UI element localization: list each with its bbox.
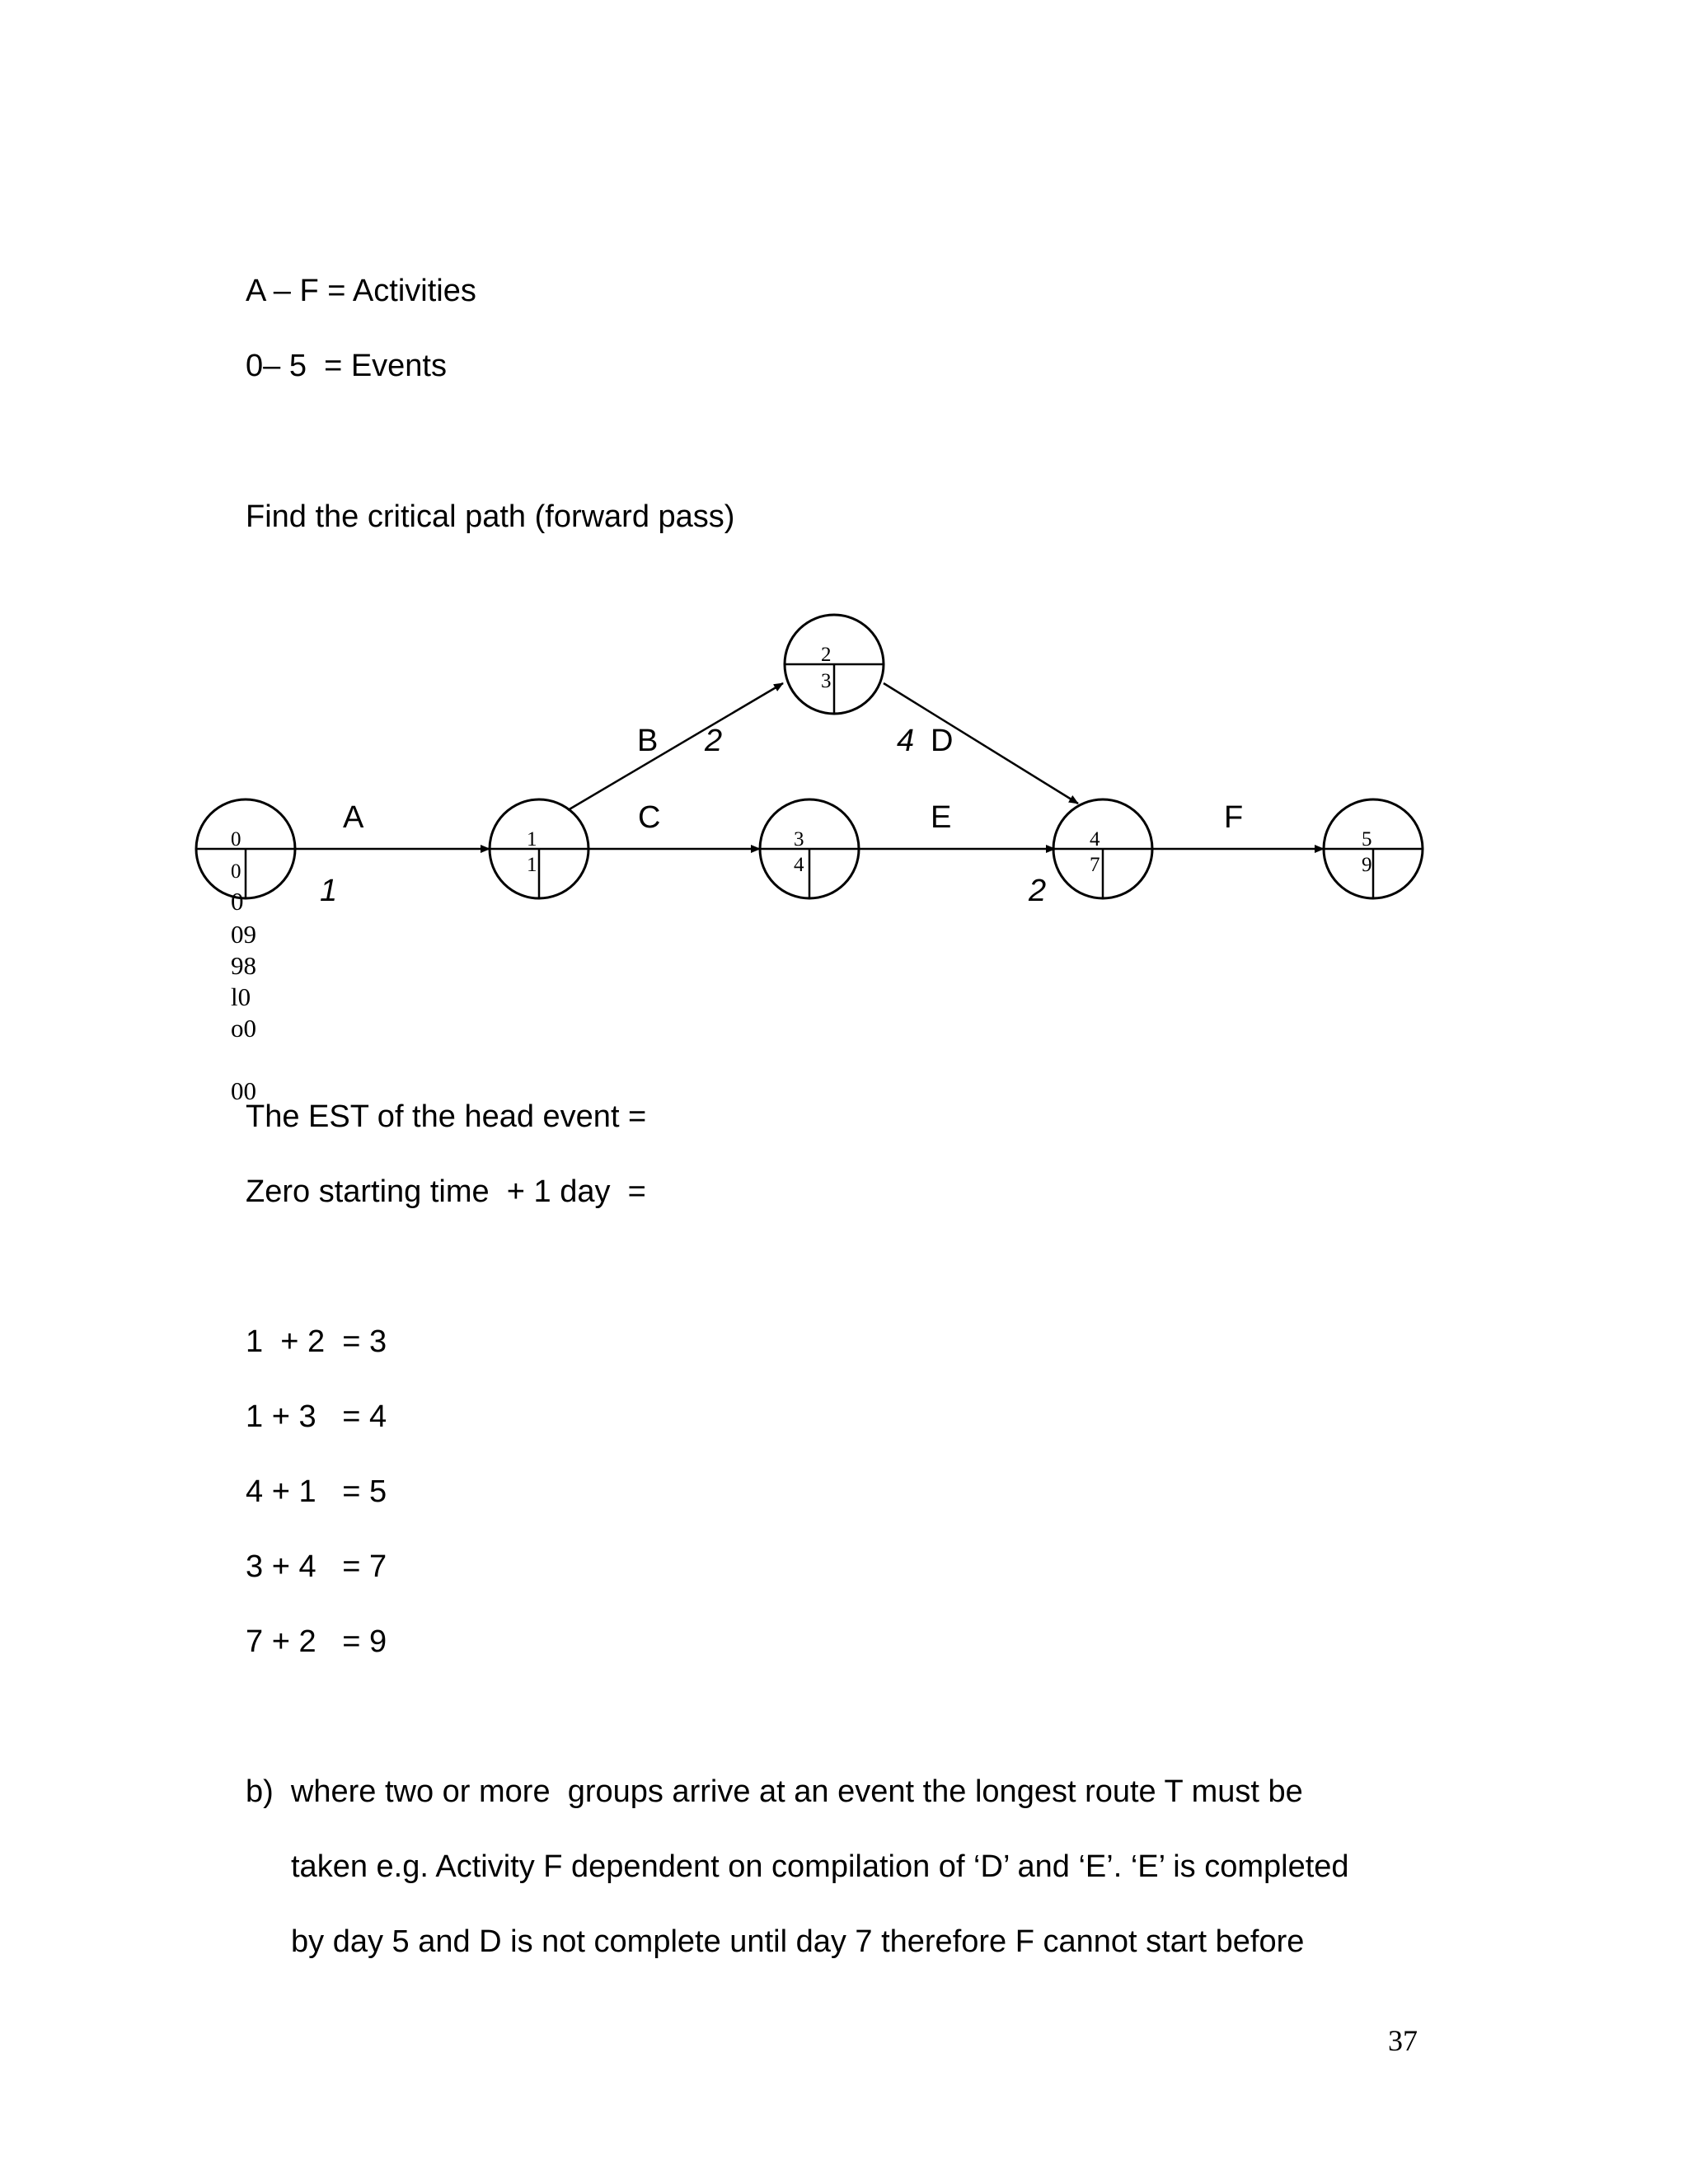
est-line-1: The EST of the head event = [246,1099,647,1134]
event-node-2 [785,615,884,714]
stray-mark: 00 [231,1076,256,1105]
event-node-5 [1324,799,1423,898]
event-2-top: 2 [821,644,832,666]
note-line-3: by day 5 and D is not complete until day 7 therefore F cannot start before [291,1924,1305,1959]
activity-a-label: A [343,800,364,835]
event-3-bottom: 4 [794,854,804,876]
event-1-top: 1 [527,828,537,851]
activity-e-label: E [931,800,952,835]
sum-line: 1 + 3 = 4 [246,1399,387,1434]
event-4-bottom: 7 [1090,854,1100,876]
legend-events: 0– 5 = Events [246,349,447,383]
sum-line: 7 + 2 = 9 [246,1624,387,1659]
instruction-heading: Find the critical path (forward pass) [246,499,735,534]
event-2-bottom: 3 [821,670,832,692]
activity-e-duration: 2 [1029,874,1047,908]
stray-mark: 09 [231,920,256,949]
activity-b-arrow [568,683,783,810]
event-1-bottom: 1 [527,854,537,876]
activity-d-duration: 4 [897,724,915,758]
page-number: 37 [1388,2024,1418,2057]
activity-b-duration: 2 [705,724,723,758]
event-4-top: 4 [1090,828,1100,851]
event-0-bottom: 0 [231,860,241,883]
event-3-top: 3 [794,828,804,851]
stray-mark: l0 [231,982,251,1011]
activity-network-diagram [0,0,1688,948]
activity-a-duration: 1 [320,874,338,908]
activity-f-label: F [1224,800,1244,835]
activity-d-label: D [931,724,954,758]
event-node-3 [760,799,859,898]
est-line-2: Zero starting time + 1 day = [246,1174,646,1209]
sum-line: 3 + 4 = 7 [246,1549,387,1584]
legend-activities: A – F = Activities [246,274,476,308]
stray-mark: 0 [231,887,244,916]
event-node-1 [490,799,588,898]
event-5-bottom: 9 [1362,854,1372,876]
activity-c-label: C [638,800,661,835]
note-line-1: b) where two or more groups arrive at an event the longest route T must be [246,1774,1303,1809]
stray-mark: 98 [231,951,256,980]
sum-line: 4 + 1 = 5 [246,1474,387,1509]
event-node-4 [1053,799,1152,898]
note-line-2: taken e.g. Activity F dependent on compilation of ‘D’ and ‘E’. ‘E’ is completed [291,1849,1349,1884]
event-0-top: 0 [231,828,241,851]
stray-mark: o0 [231,1014,256,1043]
event-5-top: 5 [1362,828,1372,851]
event-node-0 [196,799,295,898]
sum-line: 1 + 2 = 3 [246,1324,387,1359]
activity-b-label: B [637,724,659,758]
